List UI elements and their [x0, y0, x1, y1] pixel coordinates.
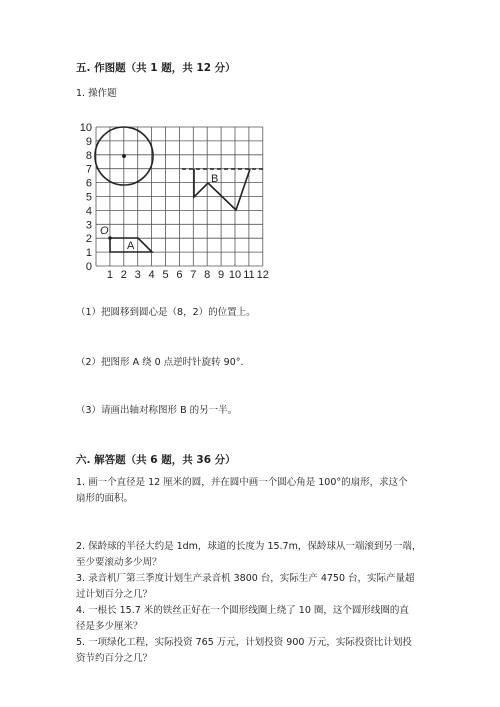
- y-tick-label: 4: [85, 205, 92, 218]
- x-tick-label: 2: [120, 269, 127, 281]
- grid-lines: [96, 127, 263, 266]
- y-tick-label: 5: [85, 191, 92, 204]
- x-axis-ticks: [107, 269, 269, 281]
- x-tick-label: 3: [134, 269, 141, 281]
- y-tick-label: 9: [85, 135, 92, 148]
- shape-b-half: [194, 169, 250, 210]
- q1-line-1: 1. 画一个直径是 12 厘米的圆，并在圆中画一个圆心角是 100°的扇形，求这个: [76, 477, 408, 488]
- point-o: [108, 236, 112, 240]
- y-axis-ticks: [80, 122, 92, 273]
- x-tick-label: 8: [204, 269, 211, 281]
- y-tick-label: 3: [85, 219, 92, 232]
- label-b: B: [211, 173, 219, 185]
- x-tick-label: 11: [243, 269, 255, 281]
- x-tick-label: 6: [176, 269, 183, 281]
- y-tick-label: 10: [79, 122, 92, 134]
- section-6-title: 六. 解答题（共 6 题，共 36 分）: [76, 454, 236, 466]
- q4-line-1: 4. 一根长 15.7 米的铁丝正好在一个圆形线圈上绕了 10 圈，这个圆形线圈的直: [76, 605, 409, 616]
- label-a: A: [127, 240, 135, 252]
- q2-line-1: 2. 保龄球的半径大约是 1dm，球道的长度为 15.7m，保龄球从一端滚到另一端，: [76, 541, 422, 552]
- q1-line-2: 扇形的面积。: [76, 493, 134, 504]
- x-tick-label: 1: [106, 269, 113, 281]
- y-tick-label: 1: [85, 247, 92, 260]
- sub-question-2: （2）把图形 A 绕 0 点逆时针旋转 90°．: [76, 357, 251, 368]
- circle-center-dot: [122, 154, 126, 158]
- y-tick-label: 6: [85, 177, 92, 190]
- label-o: O: [100, 225, 109, 237]
- x-tick-label: 10: [228, 269, 242, 281]
- x-tick-label: 7: [190, 269, 197, 281]
- q3-line-2: 过计划百分之几？: [76, 589, 153, 600]
- sub-question-3: （3）请画出轴对称图形 B 的另一半。: [76, 405, 238, 416]
- q2-line-2: 至少要滚动多少周？: [76, 557, 162, 568]
- y-tick-label: 2: [85, 233, 92, 246]
- q3-line-1: 3. 录音机厂第三季度计划生产录音机 3800 台，实际生产 4750 台，实际产量超: [76, 573, 415, 584]
- y-tick-label: 0: [85, 261, 92, 273]
- x-tick-label: 4: [148, 269, 155, 281]
- q4-line-2: 径是多少厘米？: [76, 621, 143, 632]
- x-tick-label: 9: [218, 269, 225, 281]
- question-1-title: 1. 操作题: [76, 88, 117, 99]
- x-tick-label: 5: [162, 269, 169, 281]
- q5-line-1: 5. 一项绿化工程，实际投资 765 万元，计划投资 900 万元，实际投资比计划投: [76, 637, 412, 648]
- sub-question-1: （1）把圆移到圆心是（8，2）的位置上。: [76, 307, 256, 318]
- section-5-title: 五. 作图题（共 1 题，共 12 分）: [76, 62, 236, 74]
- x-tick-label: 12: [256, 269, 269, 281]
- q5-line-2: 资节约百分之几？: [76, 653, 153, 664]
- y-tick-label: 7: [85, 163, 92, 176]
- y-tick-label: 8: [85, 149, 92, 162]
